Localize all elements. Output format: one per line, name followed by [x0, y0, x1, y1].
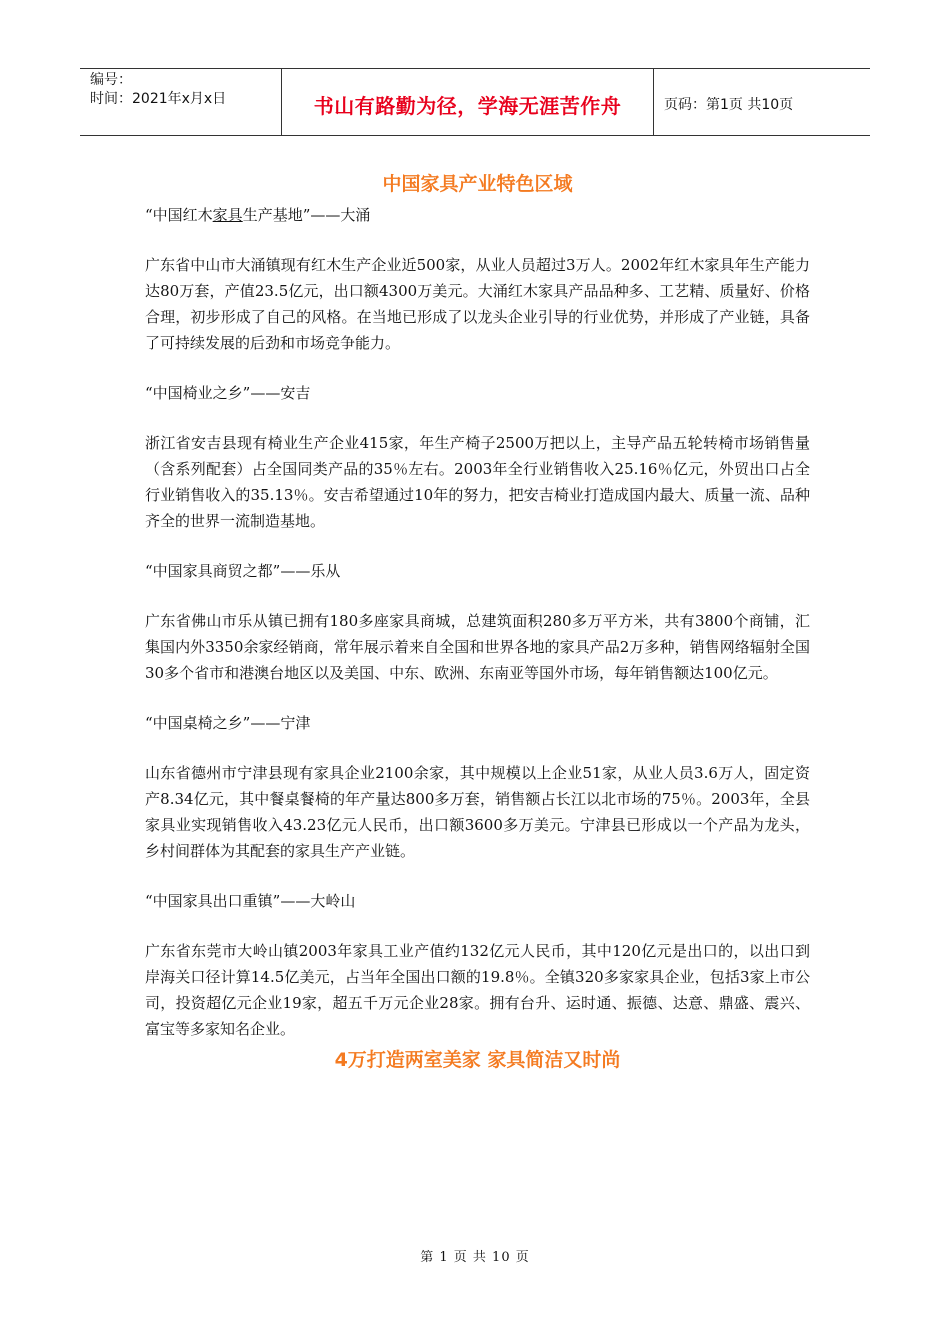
document-time-label: 时间：2021年x月x日: [90, 91, 227, 107]
section-subtitle: [145, 202, 810, 228]
section-subtitle: “中国桌椅之乡”——宁津: [145, 714, 311, 732]
section-paragraph: 广东省佛山市乐从镇已拥有180多座家具商城，总建筑面积280多万平方米，共有3800个商铺，汇集国内外3350余家经销商，常年展示着来自全国和世界各地的家具产品2万多种，销售网络辐射全国30多个省市和港澳台地区以及美国、中东、欧洲、东南亚等国外市场，每年销售额达100亿元。: [145, 612, 810, 682]
article-title: 中国家具产业特色区域: [382, 173, 573, 195]
section-paragraph: 浙江省安吉县现有椅业生产企业415家，年生产椅子2500万把以上，主导产品五轮转椅市场销售量（含系列配套）占全国同类产品的35％左右。2003年全行业销售收入25.16％亿元，外贸出口占全行业销售收入的35.13％。安吉希望通过10年的努力，把安吉椅业打造成国内最大、质量一流、品种齐全的世界一流制造基地。: [145, 434, 810, 530]
subtitle-prefix: “中国红木: [145, 206, 213, 224]
header-page-info: 页码：第1页 共10页: [664, 97, 794, 113]
second-article-title: 4万打造两室美家 家具简洁又时尚: [334, 1049, 621, 1071]
page-footer: 第 1 页 共 10 页: [420, 1250, 530, 1265]
article-body: [145, 168, 810, 1076]
header-meta-cell: [80, 69, 282, 135]
section-subtitle: “中国椅业之乡”——安吉: [145, 384, 311, 402]
document-header: [80, 68, 870, 136]
section-paragraph: 广东省中山市大涌镇现有红木生产企业近500家，从业人员超过3万人。2002年红木家具年生产能力达80万套，产值23.5亿元，出口额4300万美元。大涌红木家具产品品种多、工艺精、质量好、价格合理，初步形成了自己的风格。在当地已形成了以龙头企业引导的行业优势，并形成了产业链，具备了可持续发展的后劲和市场竞争能力。: [145, 256, 810, 352]
section-paragraph: 山东省德州市宁津县现有家具企业2100余家，其中规模以上企业51家，从业人员3.6万人，固定资产8.34亿元，其中餐桌餐椅的年产量达800多万套，销售额占长江以北市场的75％。2003年，全县家具业实现销售收入43.23亿元人民币，出口额3600多万美元。宁津县已形成以一个产品为龙头，乡村间群体为其配套的家具生产产业链。: [145, 764, 810, 860]
subtitle-suffix: 生产基地”——大涌: [242, 206, 371, 224]
header-motto: 书山有路勤为径，学海无涯苦作舟: [282, 69, 654, 135]
section-subtitle: “中国家具商贸之都”——乐从: [145, 562, 341, 580]
document-number-label: 编号：: [90, 72, 132, 88]
section-paragraph: 广东省东莞市大岭山镇2003年家具工业产值约132亿元人民币，其中120亿元是出口的，以出口到岸海关口径计算14.5亿美元，占当年全国出口额的19.8％。全镇320多家家具企业，包括3家上市公司，投资超亿元企业19家，超五千万元企业28家。拥有台升、运时通、振德、达意、鼎盛、震兴、富宝等多家知名企业。: [145, 942, 810, 1038]
subtitle-underlined-word: 家具: [212, 206, 243, 224]
section-subtitle: “中国家具出口重镇”——大岭山: [145, 892, 356, 910]
